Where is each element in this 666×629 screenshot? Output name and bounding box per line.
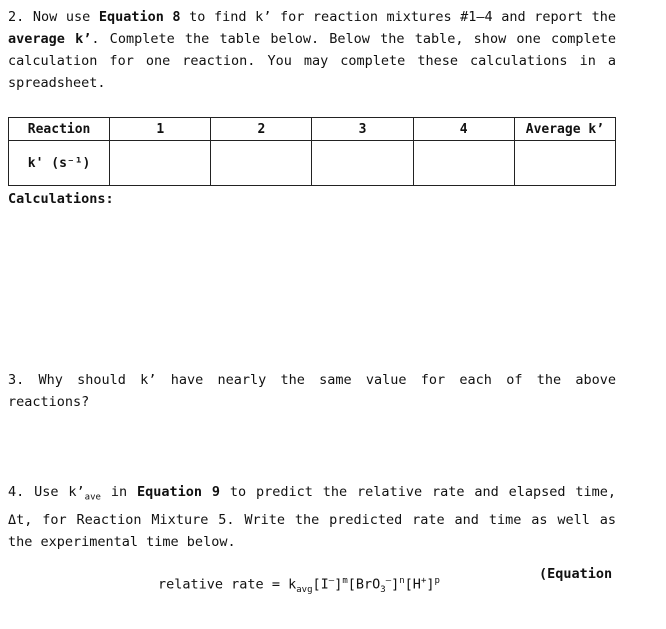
bromate-charge: – bbox=[385, 576, 392, 586]
question-4 bbox=[8, 481, 616, 553]
rate-equation bbox=[158, 576, 440, 595]
question-2 bbox=[8, 6, 616, 94]
hydrogen-term: [H bbox=[404, 576, 421, 593]
cell-k-4[interactable] bbox=[413, 141, 514, 186]
cell-k-3[interactable] bbox=[312, 141, 413, 186]
average-k-label: average k’ bbox=[8, 31, 92, 47]
cell-k-2[interactable] bbox=[211, 141, 312, 186]
cell-k-average[interactable] bbox=[514, 141, 615, 186]
equation-lhs: relative rate bbox=[158, 576, 264, 593]
q2-text-2: . Complete the table below. Below the table, show one complete calculation for one reaction. You may complete these calculations in a spreadsheet. bbox=[8, 31, 617, 91]
header-4: 4 bbox=[413, 118, 514, 141]
q2-number: 2. Now use bbox=[8, 9, 91, 25]
bromate-term: [BrO bbox=[347, 576, 381, 593]
k-symbol: k bbox=[288, 576, 297, 593]
exponent-n: n bbox=[399, 576, 405, 586]
hydrogen-charge: + bbox=[420, 576, 427, 586]
k-subscript: avg bbox=[296, 585, 313, 596]
q4-text-3: to predict the relative rate and elapsed time, Δt, for Reaction Mixture 5. Write the predicted rate and time as well as the experimental time below. bbox=[8, 484, 617, 550]
header-average: Average k’ bbox=[514, 118, 615, 141]
equals-sign: = bbox=[271, 576, 280, 593]
header-reaction: Reaction bbox=[9, 118, 110, 141]
q4-text-2: in bbox=[110, 484, 128, 500]
equation-9-ref: Equation 9 bbox=[136, 484, 220, 500]
equation-8-ref: Equation 8 bbox=[98, 9, 181, 25]
hydrogen-close: ] bbox=[426, 576, 435, 593]
q2-text-1: to find k’ for reaction mixtures #1—4 and report the bbox=[189, 9, 616, 25]
cell-k-1[interactable] bbox=[110, 141, 211, 186]
bromate-subscript: 3 bbox=[380, 585, 386, 596]
q4-text-1: 4. Use k’ bbox=[8, 484, 85, 500]
header-2: 2 bbox=[211, 118, 312, 141]
q4-subscript-ave: ave bbox=[84, 492, 101, 503]
iodide-charge: – bbox=[328, 576, 335, 586]
exponent-m: m bbox=[342, 576, 348, 586]
k-prime-table bbox=[8, 117, 616, 186]
table-row bbox=[9, 141, 616, 186]
header-3: 3 bbox=[312, 118, 413, 141]
question-3: 3. Why should k’ have nearly the same value for each of the above reactions? bbox=[8, 372, 616, 410]
iodide-term: [I bbox=[312, 576, 329, 593]
bromate-close: ] bbox=[391, 576, 400, 593]
table-header-row bbox=[9, 118, 616, 141]
exponent-p: p bbox=[434, 576, 440, 586]
iodide-close: ] bbox=[334, 576, 343, 593]
row-label-k: k' (s⁻¹) bbox=[9, 141, 110, 186]
equation-tag: (Equation bbox=[539, 566, 613, 582]
calculations-label: Calculations: bbox=[8, 191, 114, 207]
header-1: 1 bbox=[110, 118, 211, 141]
